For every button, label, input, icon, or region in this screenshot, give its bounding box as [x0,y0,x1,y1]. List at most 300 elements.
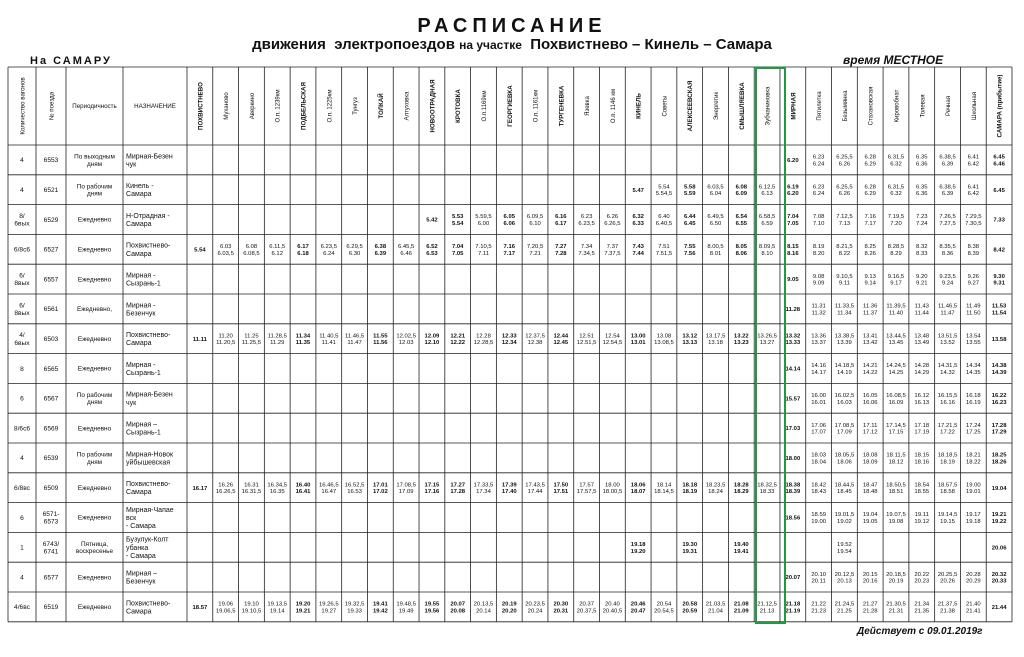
time-cell: 20.30 20.31 [553,601,569,615]
time-cell: 19.06 19.06,5 [215,601,236,615]
time-cell: 19.01,5 19.02 [834,512,855,525]
time-cell: 18.00 [785,455,801,462]
time-cell: 9.10,5 9.11 [836,273,853,287]
time-cell: 13.00 13.01 [630,333,646,347]
time-cell: 6.12,5 6.13 [758,184,776,198]
time-cell: 16.08,5 16.09 [886,392,906,406]
time-cell: 13.26,5 13.27 [757,333,777,347]
time-cell: 19.14,5 19.15 [937,512,958,525]
time-cell: 6.11,5 6.12 [269,243,286,257]
time-cell: 6.35 6.36 [916,184,928,198]
cell-cars: 6/8вс [14,485,30,493]
time-cell: 17.27 17.28 [450,482,466,496]
time-cell: 11.46,5 11.47 [344,333,365,347]
cell-cars: 1 [20,544,24,552]
time-cell: 8.09,5 8.10 [758,243,776,257]
station-header: Алтуховка [404,91,411,121]
cell-periodicity: Ежедневно [77,335,112,343]
cell-train-number: 6571-6573 [42,511,60,526]
time-cell: 18.23,5 18.24 [705,482,726,496]
time-cell: 7.43 7.44 [632,243,644,257]
time-cell: 12.21 12.22 [450,333,466,347]
cell-periodicity: Ежедневно [77,425,112,433]
time-cell: 18.44,5 18.45 [834,482,855,496]
time-cell: 18.38 18.39 [785,482,801,496]
station-header: Пятилетка [817,91,824,121]
time-cell: 6.23 6.24 [812,184,825,198]
time-cell: 7.04 7.05 [451,243,464,257]
station-header: Советы [662,95,669,117]
time-cell: 11.36 11.37 [863,303,878,317]
time-cell: 18.18,5 18.19 [937,452,958,466]
cell-train-number: 6553 [43,157,59,165]
time-cell: 11.53 11.54 [991,303,1007,317]
cell-periodicity: Ежедневно [77,276,112,284]
cell-train-number: 6565 [43,365,59,373]
time-cell: 13.41 13.42 [862,333,878,347]
time-cell: 19.04 [991,485,1007,492]
time-cell: 13.48 13.49 [914,333,930,347]
time-cell: 21.18 21.19 [785,601,801,615]
time-cell: 18.42 18.43 [811,482,827,496]
time-cell: 14.14 [785,366,801,373]
cell-cars: 8 [20,365,24,373]
time-cell: 18.05,5 18.06 [834,452,855,466]
time-cell: 21.27 21.28 [862,601,878,615]
time-cell: 16.52,5 16.53 [344,482,365,496]
time-cell: 12.54 12.54,5 [602,333,623,347]
time-cell: 13.58 [991,336,1007,343]
cell-train-number: 6561 [43,306,59,314]
station-header: О.п. 1239км [275,89,282,123]
cell-destination: Похвистнево-Самара [126,481,171,497]
time-cell: 6.45 [993,187,1005,194]
station-header: О.п. 1146 км [610,88,617,124]
time-cell: 19.52 19.54 [837,541,852,555]
time-cell: 6.38 6.39 [374,243,387,257]
time-cell: 18.59 19.00 [811,512,827,525]
time-cell: 17.08,5 17.09 [834,422,855,436]
station-header: О.п. 1161км [533,89,540,123]
time-cell: 6.35 6.36 [916,154,928,168]
time-cell: 8.35,5 8.36 [939,243,956,257]
time-cell: 6.58,5 6.59 [758,214,776,227]
cell-periodicity: Ежедневно [77,574,112,582]
time-cell: 21.44 [991,604,1007,611]
station-header: Энергетик [714,91,721,121]
time-cell: 7.10,5 7.11 [475,243,492,257]
cell-train-number: 6503 [43,336,59,344]
cell-destination: Мирная-Безен чук [126,391,173,407]
station-header: ТОЛКАЙ [377,93,385,119]
time-cell: 5.53 5.54 [451,214,464,227]
time-cell: 8.05 8.06 [735,243,748,257]
time-cell: 17.15 17.16 [424,482,440,496]
time-cell: 20.06 [991,545,1007,552]
cell-destination: Бузулук-Колт убанка - Самара [126,536,169,560]
cell-periodicity: Ежедневно [77,365,112,373]
time-cell: 6.52 6.53 [426,243,438,257]
time-cell: 19.21 19.22 [991,512,1007,525]
station-header: Толевая [920,94,927,118]
cell-train-number: 6743/ 6741 [42,540,60,556]
header-periodicity: Периодичность [72,103,117,110]
time-cell: 7.27 7.28 [555,243,567,257]
time-cell: 7.16 7.17 [503,243,515,257]
time-cell: 6.09,5 6.10 [526,214,544,227]
cell-train-number: 6521 [43,187,59,195]
time-cell: 12.44 12.45 [553,333,569,347]
cell-cars: 4 [20,157,24,165]
time-cell: 6.41 6.42 [967,154,980,168]
station-header: МИРНАЯ [790,92,798,120]
time-cell: 20.10 20.11 [811,571,827,585]
time-cell: 7.19,5 7.20 [887,214,905,227]
time-cell: 8.00,5 8.01 [707,243,724,257]
time-cell: 8.25 8.26 [864,243,876,257]
cell-cars: 4/ 6вых [14,332,30,347]
time-cell: 17.21,5 17.22 [937,422,958,436]
time-cell: 8.28,5 8.29 [887,243,905,257]
header-destination: НАЗНАЧЕНИЕ [134,103,176,110]
time-cell: 14.21 14.22 [862,363,878,376]
cell-cars: 6/8с6 [13,246,31,254]
time-cell: 12.37,5 12.38 [525,333,545,347]
time-cell: 6.28 6.29 [864,184,876,198]
time-cell: 17.03 [785,426,801,433]
time-cell: 6.05 6.06 [503,214,515,227]
time-cell: 11.25 11.25,5 [241,333,262,347]
time-cell: 14.31,5 14.32 [937,363,958,376]
time-cell: 20.15 20.16 [862,571,878,585]
time-cell: 17.28 17.29 [991,422,1007,436]
time-cell: 18.14 18.14,5 [654,482,674,496]
time-cell: 21.37,5 21.38 [937,601,958,615]
time-cell: 19.04 19.05 [862,512,878,525]
time-cell: 18.25 18.26 [991,452,1007,466]
time-cell: 20.12,5 20.13 [834,571,855,585]
time-cell: 20.13,5 20.14 [473,601,494,615]
time-cell: 21.24,5 21.25 [834,601,855,615]
station-header: НОВООТРАДНАЯ [429,79,437,133]
time-cell: 8.42 [993,247,1005,254]
station-header: ПОХВИСТНЕВО [197,82,205,130]
time-cell: 21.40 21.41 [965,601,981,615]
time-cell: 16.05 16.06 [862,392,878,406]
time-cell: 11.34 11.35 [295,333,311,347]
time-cell: 6.41 6.42 [967,184,980,198]
time-cell: 16.15,5 16.16 [937,392,958,406]
time-cell: 18.18 18.19 [682,482,698,496]
time-cell: 19.07,5 19.08 [886,512,906,525]
time-cell: 20.32 20.33 [991,571,1007,585]
station-header: Речная [946,96,953,116]
time-cell: 6.08 6.09 [735,184,748,198]
time-cell: 19.20 19.21 [295,601,311,615]
time-cell: 16.26 16.26,5 [215,482,236,496]
cell-periodicity: Ежедневно [77,216,112,224]
time-cell: 6.45 6.46 [993,154,1005,168]
cell-periodicity: Ежедневно [77,514,112,522]
time-cell: 20.58 20.59 [682,601,698,615]
time-cell: 6.28 6.29 [864,154,876,168]
time-cell: 18.54 18.55 [914,482,930,496]
time-cell: 11.20 11.20,5 [216,333,236,347]
time-cell: 21.30,5 21.31 [886,601,906,615]
time-cell: 19.40 19.41 [733,541,749,555]
time-cell: 11.33,5 11.34 [834,303,855,317]
time-cell: 5.59,5 6.00 [475,214,492,227]
time-cell: 17.39 17.40 [501,482,517,496]
time-cell: 13.38,5 13.39 [834,333,855,347]
time-cell: 6.17 6.18 [297,243,309,257]
time-cell: 13.08 13.08,5 [654,333,674,347]
station-header: КИНЕЛЬ [635,93,643,119]
cell-periodicity: По рабочим дням [76,391,113,407]
cell-cars: 6/ 8вых [14,272,30,288]
time-cell: 6.32 6.33 [632,214,644,227]
time-cell: 13.12 13.13 [682,333,698,347]
cell-periodicity: Ежедневно [77,604,112,612]
time-cell: 5.54 [194,247,206,254]
time-cell: 11.55 11.56 [373,333,388,347]
header-train-number: № поезда [48,91,56,121]
station-header: ГЕОРГИЕВКА [506,85,514,127]
time-cell: 20.23,5 20.24 [525,601,545,615]
time-cell: 6.31,5 6.32 [887,184,905,198]
time-cell: 11.49 11.50 [966,303,981,317]
time-cell: 21.03,5 21.04 [705,601,726,615]
time-cell: 11.46,5 11.47 [937,303,958,317]
time-cell: 13.22 13.23 [733,333,749,347]
time-cell: 16.00 16.01 [811,392,827,406]
time-cell: 20.07 [785,575,801,582]
time-cell: 7.55 7.56 [684,243,696,257]
time-cell: 9.05 [787,277,799,284]
time-cell: 6.08 6.08,5 [243,243,260,257]
time-cell: 19.55 19.56 [424,601,440,615]
time-cell: 9.13 9.14 [864,273,876,287]
time-cell: 16.31 16.31,5 [241,482,262,496]
time-cell: 11.28,5 11.29 [267,333,287,347]
cell-periodicity: По рабочим дням [76,183,113,198]
cell-destination: Н-Отрадная -Самара [126,212,170,228]
time-cell: 21.22 21.23 [811,601,827,615]
time-cell: 9.20 9.21 [916,273,928,287]
time-cell: 18.57 [192,604,208,611]
cell-train-number: 6519 [43,604,59,612]
time-cell: 9.08 9.09 [812,273,825,287]
cell-train-number: 6577 [43,574,59,582]
time-cell: 18.47 18.48 [862,482,878,496]
time-cell: 13.17,5 13.18 [705,333,726,347]
station-header: КРОТОВКА [455,89,463,123]
time-cell: 19.32,5 19.33 [344,601,365,615]
time-cell: 18.50,5 18.51 [886,482,906,496]
time-cell: 20.25,5 20.26 [937,571,958,585]
cell-destination: Мирная-Новок уйбышевская [126,451,174,467]
time-cell: 12.09 12.10 [424,333,440,347]
cell-destination: Мирная – Безенчук [126,570,158,586]
time-cell: 13.36 13.37 [811,333,827,347]
time-cell: 11.40,5 11.41 [319,333,339,347]
time-cell: 20.28 20.29 [965,571,981,585]
time-cell: 6.23 6.23,5 [578,214,595,227]
time-cell: 16.22 16.23 [991,392,1007,406]
time-cell: 5.58 5.59 [684,184,696,198]
time-cell: 13.51,5 13.52 [937,333,958,347]
time-cell: 20.54 20.54,5 [654,601,674,615]
cell-periodicity: Ежедневно, [76,306,113,314]
time-cell: 6.38,5 6.39 [939,184,956,198]
time-cell: 18.08 18.09 [862,452,878,466]
time-cell: 14.34 14.35 [965,363,981,376]
page-title: РАСПИСАНИЕ [417,15,607,37]
time-cell: 9.16,5 9.17 [887,273,905,287]
cell-cars: 6/ 8вых [14,302,30,318]
time-cell: 6.20 [787,157,799,164]
time-cell: 13.32 13.33 [785,333,801,347]
station-header: Стахановская [868,86,875,126]
time-cell: 6.26 6.26,5 [604,214,621,227]
cell-destination: Мирная -Сызрань-1 [126,361,161,377]
effective-date-note: Действует с 09.01.2019г [857,626,983,637]
time-cell: 6.03,5 6.04 [707,184,724,198]
time-cell: 14.16 14.17 [811,363,827,376]
cell-periodicity: По выходным дням [74,153,115,168]
cell-train-number: 6509 [43,485,59,493]
time-cell: 7.08 7.10 [812,214,825,227]
time-cell: 18.00 18.00,5 [602,482,623,496]
time-cell: 16.12 16.13 [914,392,930,406]
time-cell: 6.54 6.55 [735,214,748,227]
time-cell: 18.57,5 18.58 [937,482,958,496]
time-cell: 9.23,5 9.24 [939,273,956,287]
time-cell: 8.19 8.20 [812,243,825,257]
time-cell: 16.02,5 16.03 [834,392,855,406]
time-cell: 8.15 8.16 [787,243,799,257]
cell-periodicity: Ежедневно [77,246,112,254]
time-cell: 7.20,5 7.21 [526,243,544,257]
time-cell: 8.32 8.33 [916,243,928,257]
time-cell: 17.57 17.57,5 [576,482,597,496]
cell-destination: Похвистнево-Самара [126,242,171,258]
time-cell: 6.31,5 6.32 [887,154,905,168]
cell-periodicity: Пятница, воскресенье [75,540,114,556]
time-cell: 7.04 7.05 [787,214,799,227]
time-cell: 9.30 9.31 [993,273,1005,287]
time-cell: 13.54 13.55 [965,333,981,347]
station-header: ПОДБЕЛЬСКАЯ [300,82,308,130]
time-cell: 17.43,5 17.44 [525,482,545,496]
time-cell: 6.23,5 6.24 [320,243,337,257]
time-cell: 6.29,5 6.30 [346,243,363,257]
time-cell: 18.56 [785,515,801,522]
time-cell: 19.41 19.42 [372,601,388,615]
time-cell: 6.03 6.03,5 [217,243,234,257]
time-cell: 5.42 [426,217,438,224]
cell-train-number: 6529 [43,216,59,224]
time-cell: 6.19 6.20 [787,184,799,198]
time-cell: 11.28 [785,306,801,313]
time-cell: 11.31 11.32 [811,303,826,317]
station-header: Кировобнат [894,89,901,123]
time-cell: 6.25,5 6.26 [836,154,853,168]
time-cell: 20.22 20.23 [914,571,930,585]
time-cell: 7.29,5 7.30,5 [965,214,982,227]
station-header: Зубчаниновка [765,86,772,126]
time-cell: 7.51 7.51,5 [655,243,673,257]
cell-destination: Мирная -Сызрань-1 [126,272,161,288]
time-cell: 16.17 [192,485,208,492]
time-cell: 11.39,5 11.40 [886,303,906,317]
time-cell: 18.15 18.16 [914,452,930,466]
cell-cars: 6 [20,514,24,522]
time-cell: 7.12,5 7.13 [836,214,853,227]
time-cell: 17.24 17.25 [965,422,981,436]
station-header: АЛЕКСЕЕВСКАЯ [687,80,695,132]
time-cell: 7.26,5 7.27,5 [939,214,956,227]
time-cell: 6.44 6.45 [684,214,696,227]
time-cell: 12.33 12.34 [501,333,517,347]
time-cell: 12.51 12.51,5 [576,333,597,347]
time-cell: 20.46 20.47 [630,601,646,615]
station-header: СМЫШЛЯЕВКА [738,82,746,130]
cell-cars: 4/6вс [14,604,30,612]
time-cell: 20.07 20.08 [450,601,466,615]
station-header: Безымянка [842,90,849,122]
time-cell: 14.18,5 14.19 [834,363,855,376]
cell-destination: Мирная-Чапае вск - Самара [126,506,174,530]
time-cell: 16.40 16.41 [295,482,311,496]
time-cell: 20.18,5 20.19 [886,571,906,585]
cell-destination: Кинель -Самара [126,183,154,199]
time-note: время МЕСТНОЕ [843,53,944,67]
station-header: Язевка [585,96,592,116]
time-cell: 17.01 17.02 [372,482,388,496]
time-cell: 19.00 19.01 [965,482,981,496]
cell-cars: 8/6с6 [13,425,31,433]
time-cell: 12.28 12.28,5 [473,333,494,347]
cell-destination: Похвистнево-Самара [126,600,171,616]
time-cell: 12.02,5 12.03 [396,333,416,347]
cell-destination: Похвистнево-Самара [126,332,171,348]
time-cell: 5.47 [632,187,644,194]
subtitle-part-2: на участке [459,38,522,52]
subtitle-part-1: движения электропоездов [252,36,455,53]
time-cell: 6.23 6.24 [812,154,825,168]
time-cell: 19.18 19.20 [630,541,646,555]
time-cell: 14.28 14.29 [914,363,930,376]
time-cell: 18.06 18.07 [630,482,646,496]
time-cell: 6.45,5 6.46 [397,243,415,257]
cell-train-number: 6567 [43,395,59,403]
cell-cars: 6 [20,395,24,403]
time-cell: 17.50 17.51 [553,482,569,496]
time-cell: 16.18 16.19 [965,392,981,406]
time-cell: 11.43 11.44 [914,303,929,317]
time-cell: 6.49,5 6.50 [707,214,724,227]
station-header: О.п. 1225км [327,89,334,123]
cell-destination: Мирная -Безенчук [126,302,156,318]
time-cell: 18.11,5 18.12 [886,452,906,466]
station-header: Муханово [224,92,231,120]
time-cell: 19.13,5 19.14 [267,601,288,615]
time-cell: 17.11 17.12 [862,422,878,436]
time-cell: 17.08,5 17.09 [396,482,416,496]
cell-cars: 4 [20,187,24,195]
direction-label: На САМАРУ [30,55,112,67]
